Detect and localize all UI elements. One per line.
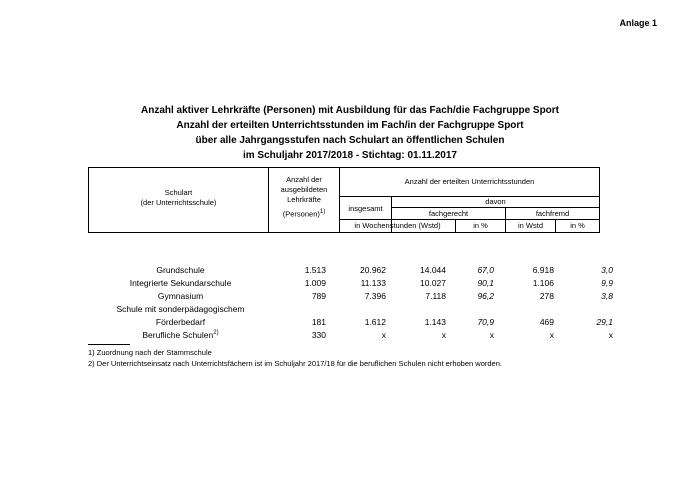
cell-fachfremd: x [549,330,554,340]
cell-fachgerecht-pct: x [489,330,494,340]
table-header [88,167,600,233]
table-row [88,304,608,316]
cell-fachgerecht-pct: 96,2 [477,291,494,301]
cell-lehrkraefte: 181 [311,317,326,327]
cell-fachfremd-pct: 9,9 [601,278,613,288]
cell-insgesamt: 11.133 [360,278,386,288]
title-line-3: über alle Jahrgangsstufen nach Schulart an öffentlichen Schulen [195,135,505,146]
row-label: Berufliche Schulen$^{2)}$ [142,330,219,340]
row-label: Integrierte Sekundarschule [129,278,232,288]
cell-fachfremd: 469 [539,317,554,327]
cell-fachfremd-pct: 3,8 [601,291,613,301]
annex-label: Anlage 1 [619,18,657,28]
cell-fachgerecht-pct: 67,0 [477,265,494,275]
header-unit-wstd-2: in Wstd [517,221,543,230]
cell-fachgerecht: 14.044 [420,265,446,275]
cell-fachgerecht: x [441,330,446,340]
title-block [0,103,700,163]
header-fachgerecht: fachgerecht [428,209,469,218]
cell-lehrkraefte: 1.513 [304,265,326,275]
cell-fachgerecht: 1.143 [424,317,446,327]
cell-fachgerecht: 10.027 [420,278,446,288]
table-row [88,278,613,290]
header-insgesamt: insgesamt [348,204,383,213]
header-unit-pct-2: in % [570,221,585,230]
title-line-2: Anzahl der erteilten Unterrichtsstunden im Fach/in der Fachgruppe Sport [176,120,524,131]
title-line-1: Anzahl aktiver Lehrkräfte (Personen) mit Ausbildung für das Fach/die Fachgruppe Sport [140,105,560,116]
cell-fachfremd: 278 [539,291,554,301]
cell-fachfremd-pct: x [608,330,613,340]
table-row [88,291,613,303]
header-lehrkraefte: Anzahl der ausgebildeten Lehrkräfte (Personen)$^{1)}$ [280,175,328,219]
cell-insgesamt: 20.962 [360,265,386,275]
cell-fachfremd: 6.918 [532,265,554,275]
row-label: Schule mit sonderpädagogischem [116,304,245,314]
row-label: Förderbedarf [155,317,206,327]
row-label: Grundschule [156,265,205,275]
footnote-2: 2) Der Unterrichtseinsatz nach Unterrichtsfächern ist im Schuljahr 2017/18 für die beruflichen Schulen nicht erhoben worden. [88,359,502,368]
table-row [88,317,613,329]
table-row [88,265,613,277]
cell-fachfremd: 1.106 [532,278,554,288]
table-row [88,330,613,342]
cell-insgesamt: 7.396 [364,291,386,301]
cell-fachgerecht-pct: 90,1 [477,278,494,288]
header-unit-wstd: in Wochenstunden (Wstd) [354,221,441,230]
cell-fachfremd-pct: 29,1 [596,317,613,327]
header-davon: davon [485,197,506,206]
footnote-divider [88,344,130,345]
footnote-1: 1) Zuordnung nach der Stammschule [88,348,212,357]
cell-fachfremd-pct: 3,0 [601,265,613,275]
header-schulart: Schulart (der Unterrichtsschule) [140,188,217,207]
cell-lehrkraefte: 789 [311,291,326,301]
header-fachfremd: fachfremd [535,209,570,218]
cell-insgesamt: x [381,330,386,340]
header-unit-pct-1: in % [473,221,488,230]
row-label: Gymnasium [157,291,204,301]
cell-lehrkraefte: 1.009 [304,278,326,288]
header-unterrichtsstunden: Anzahl der erteilten Unterrichtsstunden [404,177,535,186]
cell-fachgerecht-pct: 70,9 [477,317,494,327]
cell-fachgerecht: 7.118 [425,291,446,301]
cell-insgesamt: 1.612 [364,317,386,327]
title-line-4: im Schuljahr 2017/2018 - Stichtag: 01.11.2017 [242,150,457,161]
cell-lehrkraefte: 330 [311,330,326,340]
